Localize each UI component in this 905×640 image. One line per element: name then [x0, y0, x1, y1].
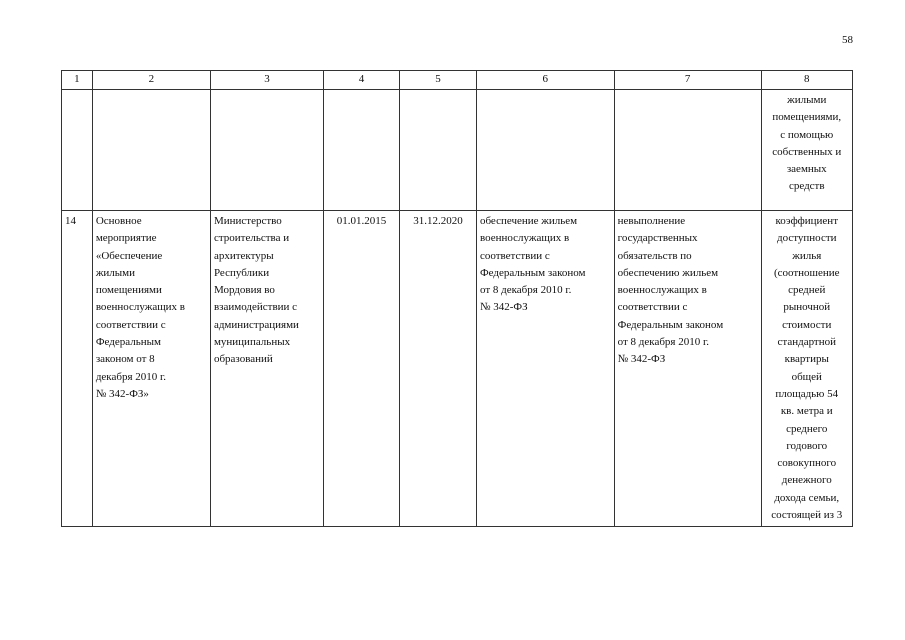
- text-line: (соотношение: [773, 266, 840, 279]
- measure-name-cell: [92, 211, 210, 527]
- text-line: стоимости: [782, 318, 832, 331]
- text-line: соответствии с: [617, 301, 688, 314]
- text-line: площадью 54: [775, 387, 839, 400]
- text-line: Министерство: [213, 215, 282, 227]
- table-row-14: [62, 211, 853, 527]
- indicator-cell-continued: [761, 90, 852, 211]
- text-line: заемных: [786, 163, 827, 176]
- text-line: Федеральным законом: [479, 266, 586, 279]
- text-line: коэффициент: [775, 215, 839, 227]
- end-date-cell: 31.12.2020: [399, 211, 476, 527]
- text-line: с помощью: [780, 128, 834, 141]
- row-number-cell: 14: [62, 211, 93, 527]
- text-line: рыночной: [783, 301, 831, 314]
- text-line: общей: [791, 370, 822, 383]
- header-cell-8: 8: [761, 71, 852, 90]
- text-line: невыполнение: [617, 215, 686, 227]
- text-line: «Обеспечение: [95, 249, 163, 262]
- text-line: Федеральным: [95, 336, 161, 349]
- text-line: годового: [786, 439, 828, 452]
- text-line: администрациями: [213, 318, 299, 331]
- table-row-continued: [62, 90, 853, 211]
- table-header-row: [62, 71, 853, 90]
- header-cell-5: 5: [399, 71, 476, 90]
- text-line: Мордовия во: [213, 284, 275, 297]
- text-line: муниципальных: [213, 336, 291, 349]
- text-line: от 8 декабря 2010 г.: [617, 336, 710, 349]
- indicator-cell: [761, 211, 852, 527]
- text-line: квартиры: [784, 353, 829, 366]
- text-line: архитектуры: [213, 249, 274, 262]
- text-line: № 342-ФЗ»: [95, 387, 149, 400]
- text-line: Федеральным законом: [617, 318, 724, 331]
- cell-empty: [476, 90, 614, 211]
- text-line: Республики: [213, 266, 270, 279]
- header-cell-7: 7: [614, 71, 761, 90]
- text-line: соответствии с: [95, 318, 166, 331]
- text-line: образований: [213, 353, 273, 366]
- text-line: совокупного: [777, 457, 837, 470]
- text-line: жилыми: [787, 94, 827, 106]
- text-line: жилыми: [95, 266, 136, 279]
- text-line: среднего: [786, 422, 828, 435]
- text-line: Основное: [95, 215, 142, 227]
- start-date-cell: 01.01.2015: [323, 211, 399, 527]
- text-line: помещениями: [95, 284, 162, 297]
- text-line: средств: [788, 180, 825, 193]
- text-line: взаимодействии с: [213, 301, 298, 314]
- text-line: доступности: [776, 232, 837, 245]
- cell-empty: [92, 90, 210, 211]
- cell-empty: [399, 90, 476, 211]
- text-line: № 342-ФЗ: [617, 353, 666, 366]
- responsible-cell: [210, 211, 323, 527]
- header-cell-1: 1: [62, 71, 93, 90]
- header-cell-4: 4: [323, 71, 399, 90]
- cell-empty: [62, 90, 93, 211]
- text-line: средней: [788, 284, 826, 297]
- text-line: кв. метра и: [780, 405, 833, 418]
- text-line: законом от 8: [95, 353, 155, 366]
- text-line: военнослужащих в: [95, 301, 186, 314]
- header-cell-6: 6: [476, 71, 614, 90]
- text-line: декабря 2010 г.: [95, 370, 167, 383]
- text-line: денежного: [781, 474, 832, 487]
- text-line: состоящей из 3: [771, 509, 843, 522]
- text-line: обязательств по: [617, 249, 692, 262]
- text-line: военнослужащих в: [617, 284, 707, 297]
- header-cell-3: 3: [210, 71, 323, 90]
- text-line: обеспечению жильем: [617, 266, 719, 279]
- cell-empty: [210, 90, 323, 211]
- program-table: [61, 70, 853, 527]
- text-line: помещениями,: [772, 111, 842, 124]
- text-line: мероприятие: [95, 232, 157, 245]
- text-line: № 342-ФЗ: [479, 301, 528, 314]
- text-line: стандартной: [777, 336, 837, 349]
- text-line: от 8 декабря 2010 г.: [479, 284, 572, 297]
- cell-empty: [614, 90, 761, 211]
- text-line: государственных: [617, 232, 698, 245]
- text-line: военнослужащих в: [479, 232, 570, 245]
- consequences-cell: [614, 211, 761, 527]
- cell-empty: [323, 90, 399, 211]
- expected-result-cell: [476, 211, 614, 527]
- page-number: 58: [842, 34, 853, 46]
- text-line: строительства и: [213, 232, 290, 245]
- text-line: обеспечение жильем: [479, 215, 578, 227]
- header-cell-2: 2: [92, 71, 210, 90]
- text-line: соответствии с: [479, 249, 550, 262]
- text-line: собственных и: [772, 145, 842, 158]
- text-line: жилья: [792, 249, 822, 262]
- text-line: дохода семьи,: [774, 491, 840, 504]
